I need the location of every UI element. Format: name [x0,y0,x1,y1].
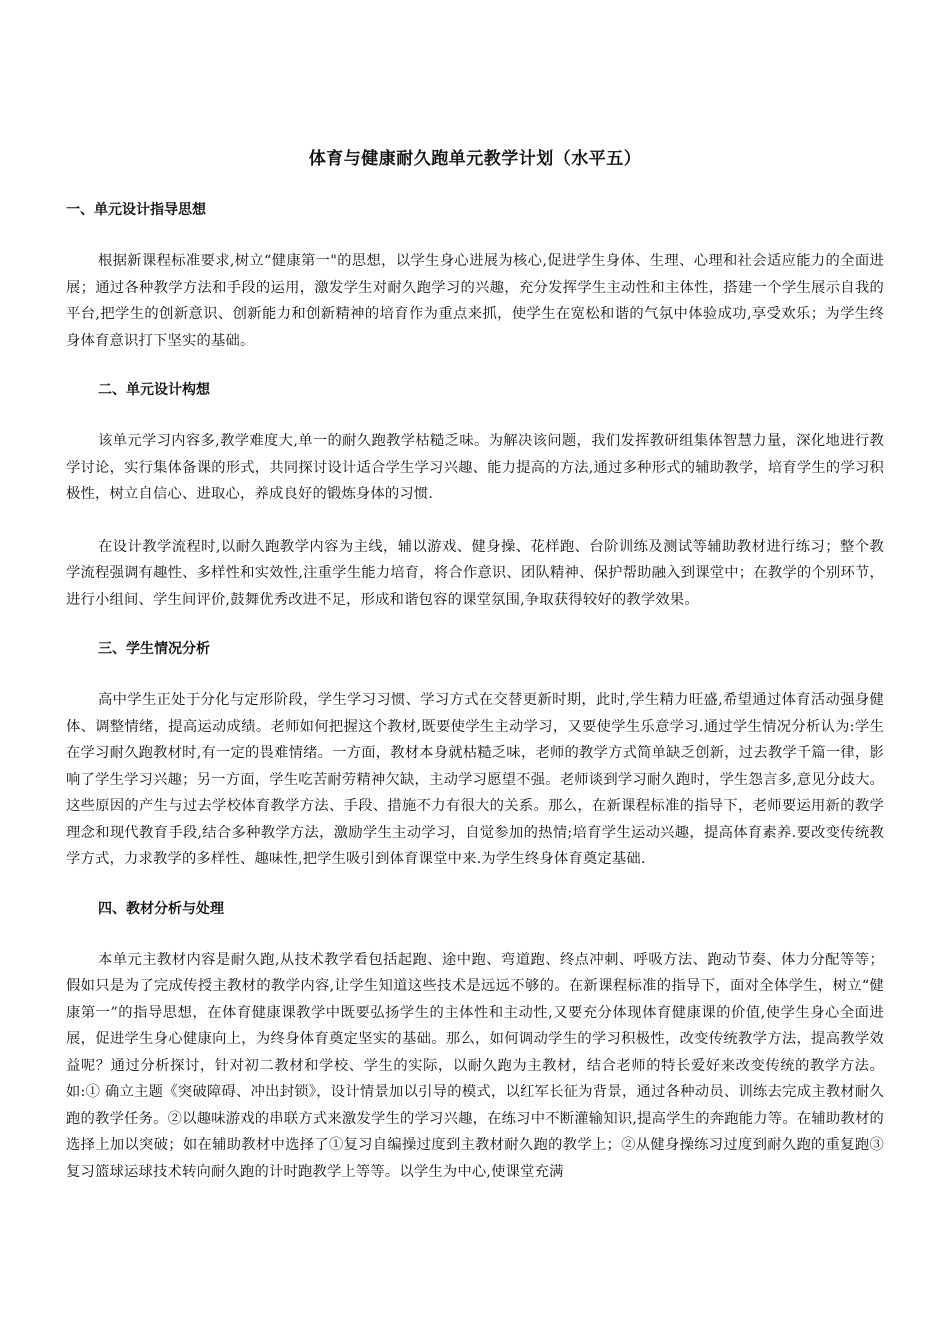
section-heading-material-analysis: 四、教材分析与处理 [98,900,224,917]
section-paragraph: 该单元学习内容多,教学难度大,单一的耐久跑教学枯糙乏味。为解决该问题，我们发挥教研组集体智慧力量，深化地进行教学讨论，实行集体备课的形式，共同探讨设计适合学生学习兴趣、能力提高的方法,通过多种形式的辅助教学，培育学生的学习积极性，树立自信心、进取心，养成良好的锻炼身体的习惯. [66,433,884,502]
document-title: 体育与健康耐久跑单元教学计划（水平五） [308,149,642,169]
section-paragraph: 在设计教学流程时,以耐久跑教学内容为主线，辅以游戏、健身操、花样跑、台阶训练及测试等辅助教材进行练习；整个教学流程强调有趣性、多样性和实效性,注重学生能力培育，将合作意识、团队精神、保护帮助融入到课堂中；在教学的个别环节，进行小组间、学生间评价,鼓舞优秀改进不足，形成和谐包容的课堂氛围,争取获得较好的教学效果。 [66,538,884,608]
section-heading-student-analysis: 三、学生情况分析 [98,641,210,657]
section-paragraph: 高中学生正处于分化与定形阶段，学生学习习惯、学习方式在交替更新时期，此时,学生精力旺盛,希望通过体育活动强身健体、调整情绪，提高运动成绩。老师如何把握这个教材,既要使学生主动学习，又要使学生乐意学习.通过学生情况分析认为:学生在学习耐久跑教材时,有一定的畏难情绪。一方面，教材本身就枯糙乏味，老师的教学方式简单缺乏创新，过去教学千篇一律，影响了学生学习兴趣；另一方面，学生吃苦耐劳精神欠缺，主动学习愿望不强。老师谈到学习耐久跑时，学生怨言多,意见分歧大。这些原因的产生与过去学校体育教学方法、手段、措施不力有很大的关系。那么，在新课程标准的指导下，老师要运用新的教学理念和现代教育手段,结合多种教学方法，激励学生主动学习，自觉参加的热情;培育学生运动兴趣，提高体育素养.要改变传统教学方式，力求教学的多样性、趣味性,把学生吸引到体育课堂中来.为学生终身体育奠定基础. [66,692,884,867]
section-heading-guiding-ideology: 一、单元设计指导思想 [66,202,206,218]
document-page [66,148,884,1185]
section-paragraph: 根据新课程标准要求,树立“健康第一"的思想，以学生身心进展为核心,促进学生身体、生理、心理和社会适应能力的全面进展；通过各种教学方法和手段的运用，激发学生对耐久跑学习的兴趣，充分发挥学生主动性和主体性，搭建一个学生展示自我的平台,把学生的创新意识、创新能力和创新精神的培育作为重点来抓，使学生在宽松和谐的气氛中体验成功,享受欢乐；为学生终身体育意识打下坚实的基础。 [66,253,884,349]
section-paragraph: 本单元主教材内容是耐久跑,从技术教学看包括起跑、途中跑、弯道跑、终点冲刺、呼吸方法、跑动节奏、体力分配等等；假如只是为了完成传授主教材的教学内容,让学生知道这些技术是远远不够的。在新课程标准的指导下，面对全体学生，树立“健康第一”的指导思想，在体育健康课教学中既要弘扬学生的主体性和主动性,又要充分体现体育健康课的价值,使学生身心全面进展，促进学生身心健康向上，为终身体育奠定坚实的基础。那么，如何调动学生的学习积极性，改变传统教学方法，提高教学效益呢？通过分析探讨，针对初二教材和学校、学生的实际，以耐久跑为主教材，结合老师的特长爱好来改变传统的教学方法。如:① 确立主题《突破障碍、冲出封锁》，设计情景加以引导的模式，以红军长征为背景，通过各种动员、训练去完成主教材耐久跑的教学任务。②以趣味游戏的串联方式来激发学生的学习兴趣，在练习中不断灌输知识,提高学生的奔跑能力等。在辅助教材的选择上加以突破；如在辅助教材中选择了①复习自编操过度到主教材耐久跑的教学上；②从健身操练习过度到耐久跑的重复跑③复习篮球运球技术转向耐久跑的计时跑教学上等等。以学生为中心,使课堂充满 [66,951,884,1180]
section-heading-design-concept: 二、单元设计构想 [98,382,210,398]
